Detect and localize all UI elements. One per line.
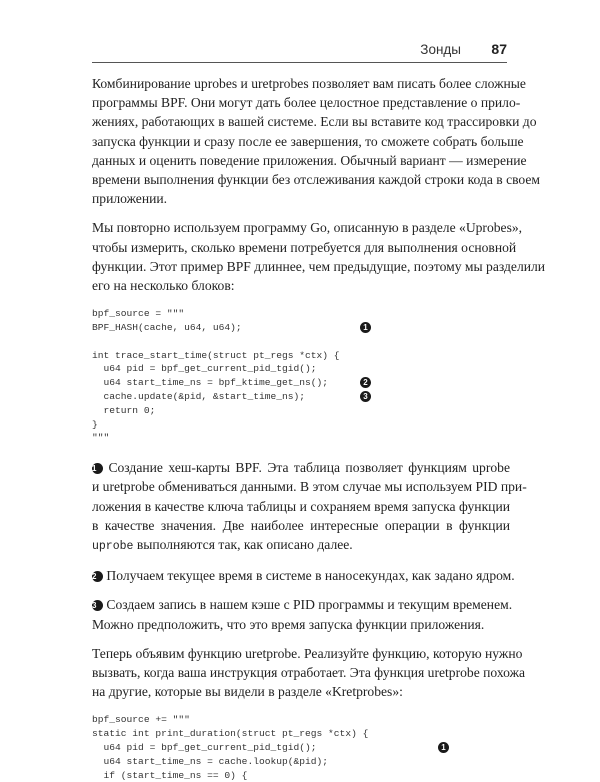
code-line <box>92 307 510 321</box>
text-line: времени выполнения функции без отслеживания каждой строки кода в своем <box>92 172 541 188</box>
code-block-start-time <box>92 307 510 445</box>
code-line <box>92 376 510 390</box>
code-text: if (start_time_ns == 0) { <box>92 769 248 781</box>
code-text: u64 pid = bpf_get_current_pid_tgid(); <box>92 742 317 754</box>
paragraph-uretprobe <box>92 644 526 702</box>
running-header <box>92 40 507 64</box>
code-text: bpf_source += """ <box>92 714 190 726</box>
text-line: и uretprobe обмениваться данными. В этом случае мы используем PID при- <box>92 479 527 495</box>
callout-note-3 <box>92 595 513 633</box>
code-line <box>92 755 510 769</box>
code-text: BPF_HASH(cache, u64, u64); <box>92 322 242 334</box>
paragraph-go-program <box>92 218 546 295</box>
text-line: приложении. <box>92 191 168 207</box>
callout-marker-2: 2 <box>360 377 371 388</box>
text-line: жениях, работающих в вашей системе. Если вы вставите код трассировки до <box>92 114 537 130</box>
code-text: } <box>92 418 98 430</box>
code-line <box>92 431 510 445</box>
code-line <box>92 741 510 755</box>
code-text: cache.update(&pid, &start_time_ns); <box>92 391 306 403</box>
section-title: Зонды <box>420 42 461 57</box>
callout-marker-1: 1 <box>360 322 371 333</box>
callout-note-1 <box>92 458 527 556</box>
code-line <box>92 390 510 404</box>
callout-marker-1: 1 <box>438 742 449 753</box>
note-text: Создание хеш-карты BPF. Эта таблица позволяет функциям uprobe <box>108 460 510 476</box>
text-line <box>92 566 515 585</box>
code-line <box>92 727 510 741</box>
code-text: u64 start_time_ns = bpf_ktime_get_ns(); <box>92 377 329 389</box>
text-line: Можно предположить, что это время запуска функции приложения. <box>92 616 485 632</box>
text-line: Комбинирование uprobes и uretprobes позволяет вам писать более сложные <box>92 76 526 91</box>
text-line: его на несколько блоков: <box>92 278 235 294</box>
text-line: на другие, которые вы видели в разделе «Kretprobes»: <box>92 684 403 700</box>
text-line <box>92 535 510 556</box>
code-text: return 0; <box>92 404 156 416</box>
callout-marker-1: 1 <box>92 463 103 474</box>
code-text: bpf_source = """ <box>92 308 185 320</box>
text-line: ложения в качестве ключа таблицы и сохраняем время запуска функции <box>92 498 510 514</box>
code-line <box>92 404 510 418</box>
code-line <box>92 349 510 363</box>
text-line: Мы повторно используем программу Go, описанную в разделе «Uprobes», <box>92 220 523 236</box>
code-block-print-duration <box>92 713 510 782</box>
text-line: вызвать, когда ваша инструкция отработает. Эта функция uretprobe похожа <box>92 665 526 681</box>
code-text: u64 pid = bpf_get_current_pid_tgid(); <box>92 363 317 375</box>
paragraph-combining-probes <box>92 74 541 208</box>
text-line <box>92 458 510 477</box>
text-line: Теперь объявим функцию uretprobe. Реализуйте функцию, которую нужно <box>92 645 523 661</box>
text-line: данных и оценить поведение приложения. Обычный вариант — измерение <box>92 152 527 168</box>
code-text: static int print_duration(struct pt_regs *ctx) { <box>92 728 369 740</box>
code-line <box>92 418 510 432</box>
page-number: 87 <box>491 41 507 57</box>
code-text: u64 start_time_ns = cache.lookup(&pid); <box>92 755 329 767</box>
callout-marker-2: 2 <box>92 571 103 582</box>
callout-marker-3: 3 <box>360 391 371 402</box>
text-line: в качестве значения. Две наиболее интересные операции в функции <box>92 517 510 533</box>
code-line <box>92 362 510 376</box>
text-line: запуска функции и сразу после ее завершения, то сможете собрать больше <box>92 133 524 149</box>
code-line <box>92 713 510 727</box>
note-text: выполняются так, как описано далее. <box>136 537 353 553</box>
inline-code: uprobe <box>92 540 134 554</box>
code-line <box>92 321 510 335</box>
callout-note-2 <box>92 566 515 585</box>
code-line <box>92 335 510 349</box>
text-line: программы BPF. Они могут дать более целостное представление о прило- <box>92 95 521 111</box>
header-rule <box>92 62 507 63</box>
callout-marker-3: 3 <box>92 600 103 611</box>
text-line: функции. Этот пример BPF длиннее, чем предыдущие, поэтому мы разделили <box>92 258 546 274</box>
code-line <box>92 769 510 782</box>
page-content <box>92 74 546 782</box>
note-text: Создаем запись в нашем кэше с PID программы и текущим временем. <box>106 597 513 613</box>
note-text: Получаем текущее время в системе в наносекундах, как задано ядром. <box>106 568 515 584</box>
code-text: int trace_start_time(struct pt_regs *ctx) { <box>92 349 340 361</box>
code-text: """ <box>92 432 110 444</box>
text-line: чтобы измерить, сколько времени потребуется для выполнения основной <box>92 239 517 255</box>
text-line <box>92 595 513 614</box>
